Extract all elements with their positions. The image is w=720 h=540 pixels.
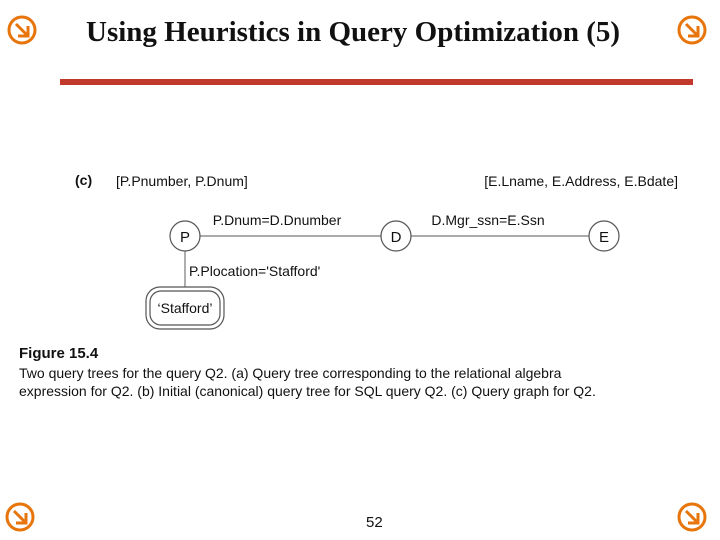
caption-line-1: Two query trees for the query Q2. (a) Query tree corresponding to the relational algebra <box>19 365 562 381</box>
figure-label: Figure 15.4 <box>19 345 99 362</box>
node-e-label: E <box>598 229 610 246</box>
caption-line-2: expression for Q2. (b) Initial (canonical) query tree for SQL query Q2. (c) Query graph for Q2. <box>19 383 596 399</box>
slide-title: Using Heuristics in Query Optimization (5) <box>86 16 621 48</box>
projection-right: [E.Lname, E.Address, E.Bdate] <box>484 173 678 189</box>
node-d-label: D <box>390 229 402 246</box>
page-number: 52 <box>366 514 383 531</box>
figure-caption <box>19 345 619 400</box>
panel-label: (c) <box>75 172 93 188</box>
edge-p-d-label: P.Dnum=D.Dnumber <box>212 212 342 228</box>
node-constant-label: ‘Stafford’ <box>157 300 213 316</box>
projection-left: [P.Pnumber, P.Dnum] <box>116 173 248 189</box>
node-p-label: P <box>179 229 191 246</box>
edge-p-constant-label: P.Plocation='Stafford' <box>189 263 321 279</box>
edge-d-e-label: D.Mgr_ssn=E.Ssn <box>431 212 545 228</box>
